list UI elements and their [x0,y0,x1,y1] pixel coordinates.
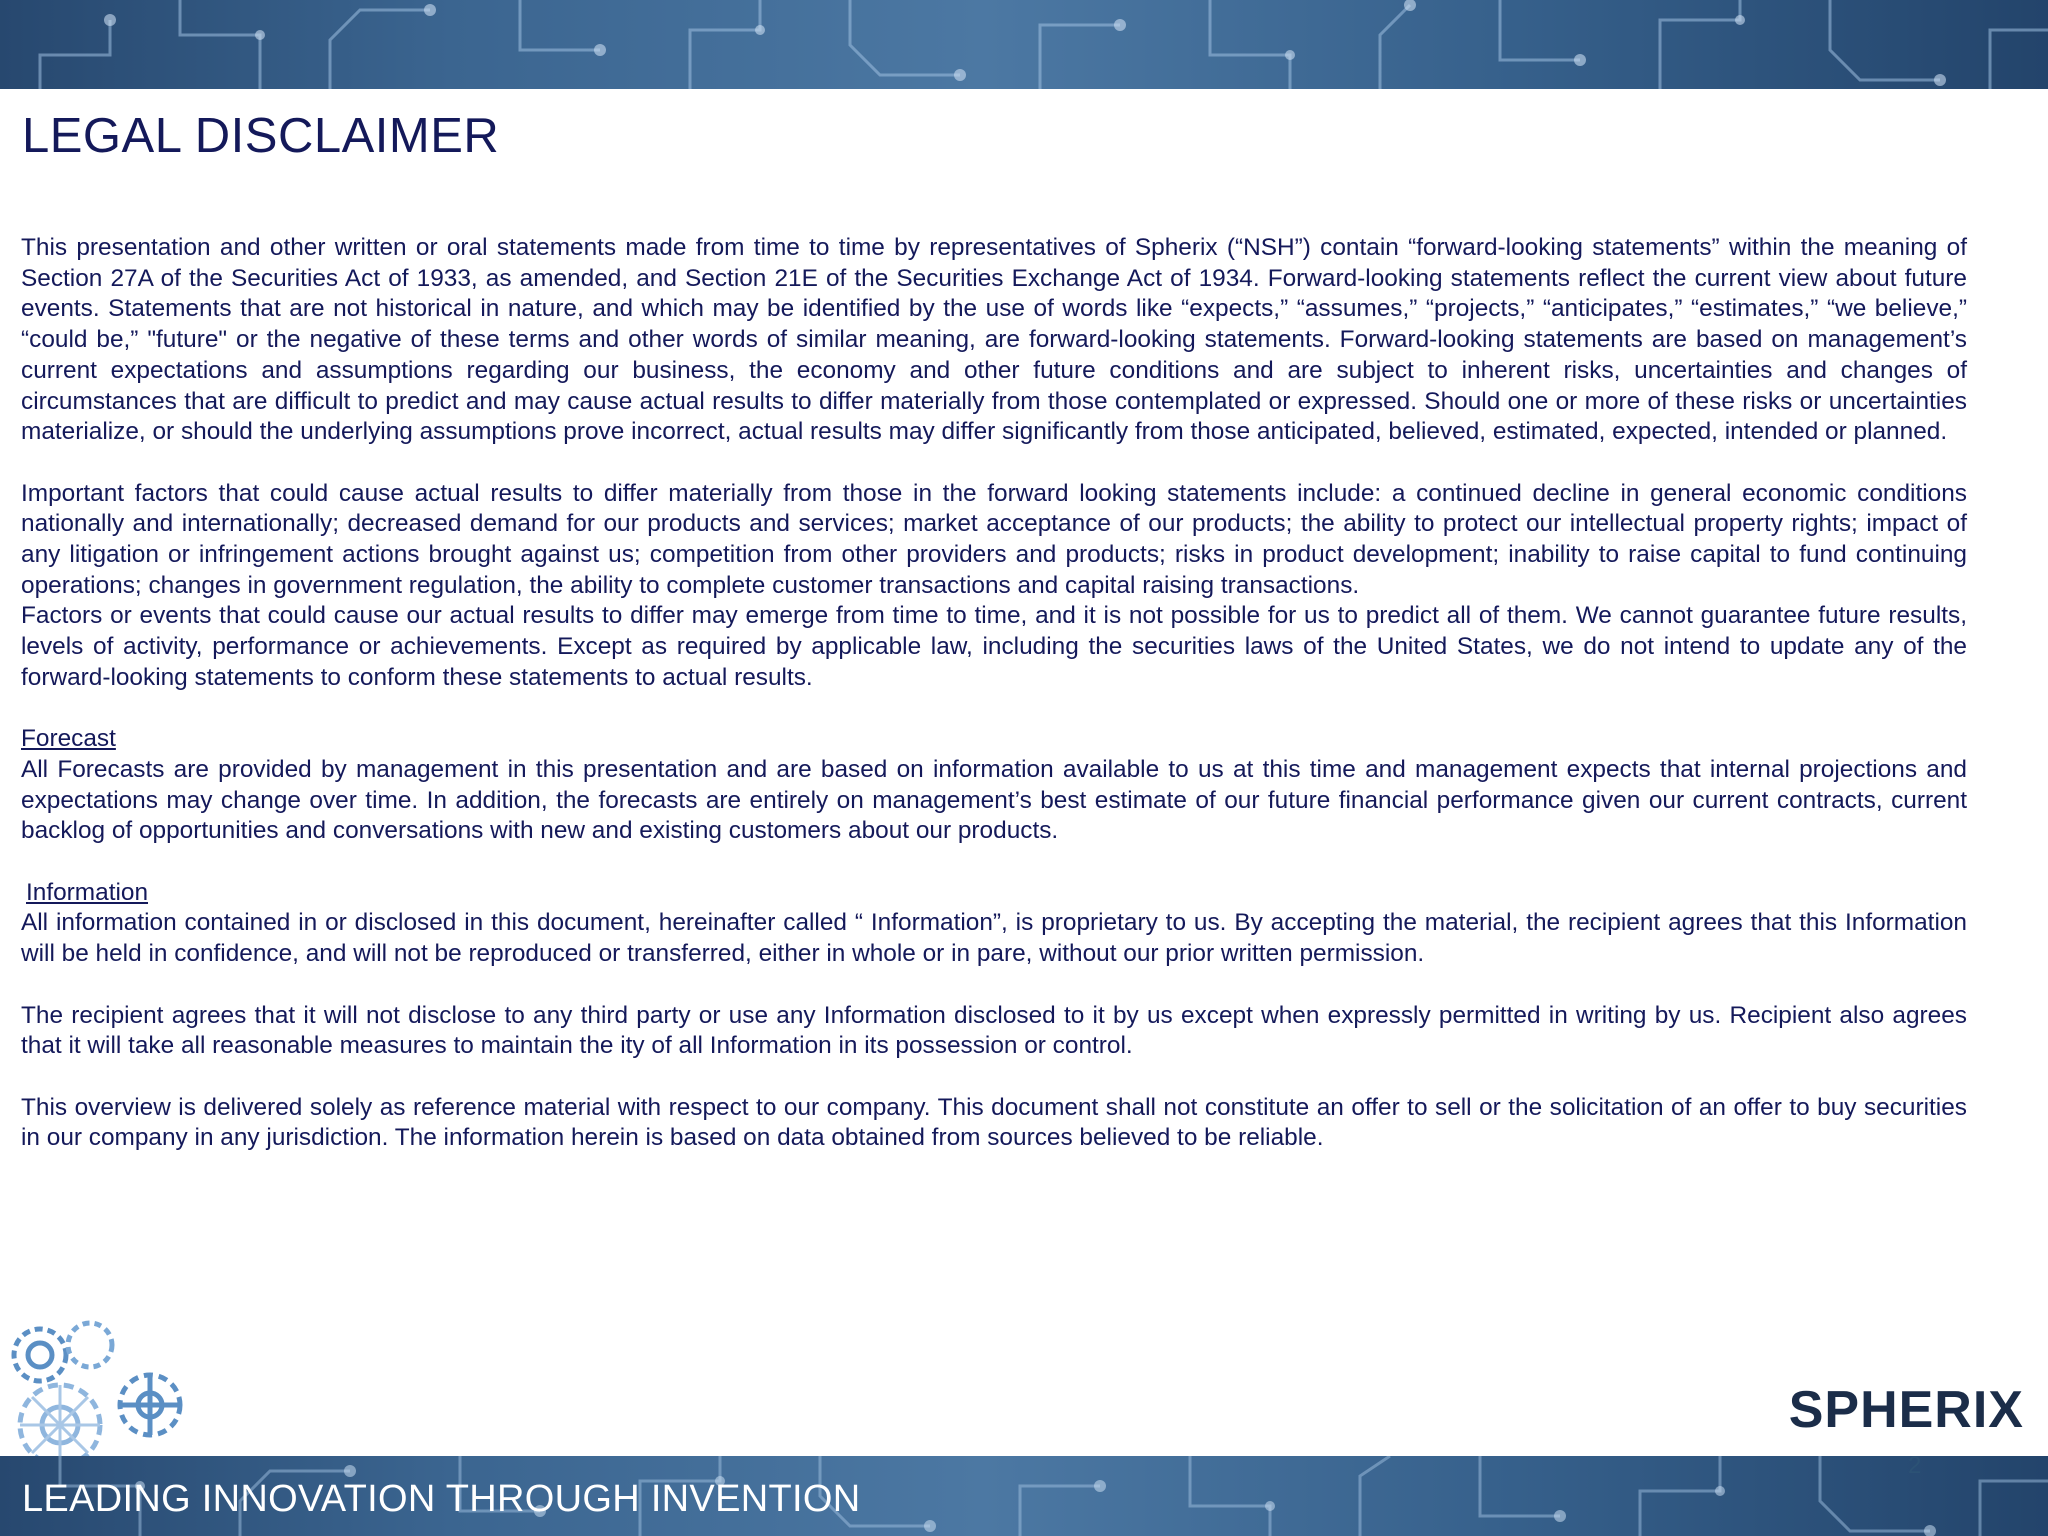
important-factors-paragraph: Important factors that could cause actual results to differ materially from those in the forward looking statements include: a continued decline in general economic conditions nationally and internationally; decreased demand for our products and services; market acceptance of our products; the ability to protect our intellectual property rights; impact of any litigation or infringement actions brought against us; competition from other providers and products; risks in product development; inability to raise capital to fund continuing operations; changes in government regulation, the ability to complete customer transactions and capital raising transactions. [21,479,1967,599]
forward-looking-paragraph: This presentation and other written or oral statements made from time to time by representatives of Spherix (“NSH”) contain “forward-looking statements” within the meaning of Section 27A of the Securities Act of 1933, as amended, and Section 21E of the Securities Exchange Act of 1934. Forward-looking statements reflect the current view about future events. Statements that are not historical in nature, and which may be identified by the use of words like “expects,” “assumes,” “projects,” “anticipates,” “estimates,” “we believe,” “could be,” "future" or the negative of these terms and other words of similar meaning, are forward-looking statements. Forward-looking statements are based on management’s current expectations and assumptions regarding our business, the economy and other future conditions and are subject to inherent risks, uncertainties and changes of circumstances that are difficult to predict and may cause actual results to differ materially from those contemplated or expressed. Should one or more of these risks or uncertainties materialize, or should the underlying assumptions prove incorrect, actual results may differ significantly from those anticipated, believed, estimated, expected, intended or planned. [21,234,1967,446]
paragraph-gap [21,694,1967,725]
paragraph-gap [21,847,1967,878]
paragraph-gap [21,448,1967,479]
recipient-paragraph: The recipient agrees that it will not disclose to any third party or use any Information disclosed to it by us except when expressly permitted in writing by us. Recipient also agrees that it will take all reasonable measures to maintain the ity of all Information in its possession or control. [21,1001,1967,1060]
circuit-board-pattern-icon [0,0,2048,89]
overview-paragraph: This overview is delivered solely as reference material with respect to our company. This document shall not constitute an offer to sell or the solicitation of an offer to buy securities in our company in any jurisdiction. The information herein is based on data obtained from sources believed to be reliable. [21,1093,1967,1152]
header-circuit-band [0,0,2048,89]
forecast-paragraph: All Forecasts are provided by management in this presentation and are based on information available to us at this time and management expects that internal projections and expectations may change over time. In addition, the forecasts are entirely on management’s best estimate of our future financial performance given our current contracts, current backlog of opportunities and conversations with new and existing customers about our products. [21,755,1967,845]
information-paragraph: All information contained in or disclosed in this document, hereinafter called “ Information”, is proprietary to us. By accepting the material, the recipient agrees that this Information will be held in confidence, and will not be reproduced or transferred, either in whole or in pare, without our prior written permission. [21,909,1967,968]
spherix-logo: SPHERIX [1788,1381,2024,1439]
paragraph-gap [21,970,1967,1001]
slide-title: LEGAL DISCLAIMER [22,109,500,163]
page-number: 2 [1908,1452,1922,1479]
factors-events-paragraph: Factors or events that could cause our actual results to differ may emerge from time to time, and it is not possible for us to predict all of them. We cannot guarantee future results, levels of activity, performance or achievements. Except as required by applicable law, including the securities laws of the United States, we do not intend to update any of the forward-looking statements to conform these statements to actual results. [21,602,1967,691]
information-heading: Information [26,878,149,906]
disclaimer-body [21,233,1967,1154]
forecast-heading: Forecast [21,725,116,753]
paragraph-gap [21,1062,1967,1093]
gears-icon [0,1305,200,1457]
footer-tagline: LEADING INNOVATION THROUGH INVENTION [22,1478,861,1520]
